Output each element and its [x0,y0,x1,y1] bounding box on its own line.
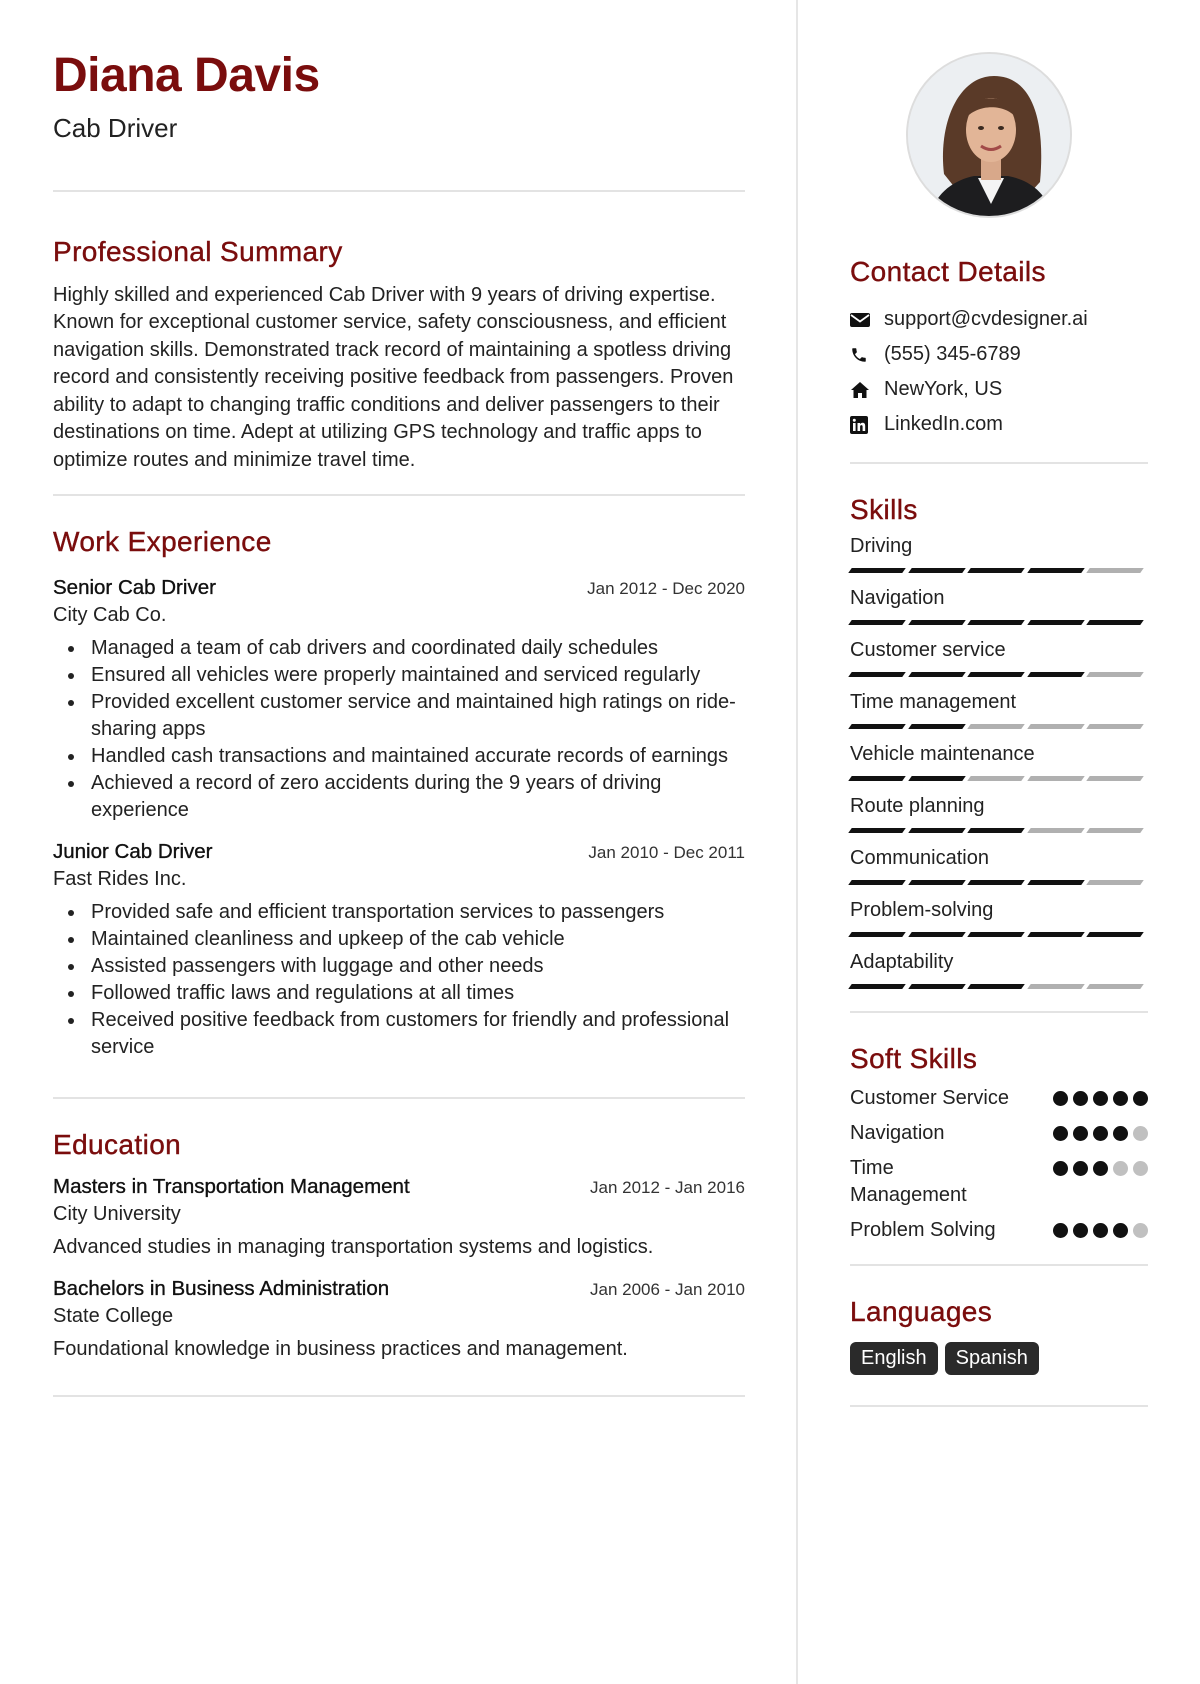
rating-dot [1113,1091,1128,1106]
phone-icon [850,346,884,364]
rating-dot [1133,1091,1148,1106]
candidate-title: Cab Driver [53,112,178,143]
skill-level-segment [1087,984,1144,989]
sidebar [850,52,1148,1407]
skill-level-segment [967,568,1024,573]
skill-name: Problem-solving [850,899,994,921]
contact-location-text: NewYork, US [884,378,1003,400]
job-entry [53,576,745,824]
divider [850,462,1148,464]
rating-dot [1073,1223,1088,1238]
skill-name: Time management [850,691,1016,713]
skill-name: Adaptability [850,951,954,973]
skill-level-bar [850,932,1148,937]
divider [850,1405,1148,1407]
skill-level-segment [908,568,965,573]
job-dates: Jan 2010 - Dec 2011 [588,843,745,863]
contact-phone[interactable] [850,337,1148,372]
school-name: State College [53,1305,174,1328]
soft-skill-name: Problem Solving [850,1219,996,1241]
skill-level-segment [908,984,965,989]
education-description: Advanced studies in managing transportation systems and logistics. [53,1236,654,1259]
skill-item [850,638,1148,677]
main-column [53,50,745,1397]
skill-level-segment [1027,776,1084,781]
languages-section [850,1296,1148,1375]
skill-level-segment [1087,880,1144,885]
list-item: Provided excellent customer service and maintained high ratings on ride-sharing apps [53,689,745,743]
skill-level-segment [1087,776,1144,781]
skill-level-bar [850,672,1148,677]
skills-section [850,494,1148,989]
skill-level-segment [967,880,1024,885]
skill-level-segment [1027,672,1084,677]
divider [850,1011,1148,1013]
skill-level-segment [848,620,905,625]
skill-level-segment [1027,932,1084,937]
skill-level-segment [848,932,905,937]
rating-dot [1133,1223,1148,1238]
soft-skill-item [850,1155,1148,1209]
skill-level-segment [908,880,965,885]
divider [53,1395,745,1397]
list-item: Managed a team of cab drivers and coordinated daily schedules [53,635,745,662]
language-badge: English [850,1342,938,1375]
skill-name: Customer service [850,639,1006,661]
education-entry [53,1175,745,1259]
list-item: Provided safe and efficient transportation services to passengers [53,899,745,926]
contact-linkedin-text: LinkedIn.com [884,413,1003,435]
education-dates: Jan 2012 - Jan 2016 [589,1178,745,1198]
skill-level-segment [1027,984,1084,989]
skill-level-segment [848,776,905,781]
education-heading: Education [53,1129,182,1161]
job-company: Fast Rides Inc. [53,868,187,891]
skill-level-segment [908,932,965,937]
skill-level-bar [850,776,1148,781]
rating-dot [1053,1091,1068,1106]
school-name: City University [53,1203,181,1226]
languages-list [850,1342,1148,1375]
soft-skills-list [850,1085,1148,1244]
education-entry [53,1277,745,1361]
list-item: Ensured all vehicles were properly maintained and serviced regularly [53,662,745,689]
contact-section [850,256,1148,442]
job-bullets [53,635,745,824]
skill-item [850,742,1148,781]
skill-name: Communication [850,847,989,869]
job-title: Senior Cab Driver [53,576,216,600]
skill-item [850,794,1148,833]
soft-skill-name: Customer Service [850,1087,1009,1109]
skill-level-bar [850,880,1148,885]
rating-dot [1073,1091,1088,1106]
skill-item [850,898,1148,937]
home-icon [850,381,884,399]
soft-skill-rating [1053,1223,1148,1238]
skill-level-segment [908,724,965,729]
summary-section [53,236,745,475]
divider [53,1097,745,1099]
rating-dot [1093,1223,1108,1238]
rating-dot [1093,1126,1108,1141]
skill-item [850,950,1148,989]
skill-level-segment [1087,724,1144,729]
skill-level-bar [850,984,1148,989]
list-item: Assisted passengers with luggage and other needs [53,953,745,980]
skill-level-segment [1087,620,1144,625]
rating-dot [1133,1126,1148,1141]
skill-level-segment [1087,932,1144,937]
candidate-name: Diana Davis [53,49,320,102]
skill-name: Navigation [850,587,945,609]
contact-email[interactable] [850,302,1148,337]
skill-level-bar [850,568,1148,573]
envelope-icon [850,312,884,328]
rating-dot [1073,1161,1088,1176]
skill-level-segment [967,620,1024,625]
skill-level-bar [850,724,1148,729]
skill-level-segment [967,984,1024,989]
experience-heading: Work Experience [53,526,272,558]
degree-title: Masters in Transportation Management [53,1175,410,1199]
soft-skill-rating [1053,1161,1148,1176]
skill-level-segment [1087,828,1144,833]
contact-heading: Contact Details [850,256,1046,287]
skill-name: Route planning [850,795,985,817]
summary-heading: Professional Summary [53,235,343,267]
skill-level-segment [848,984,905,989]
portrait-illustration [908,54,1072,218]
skill-level-segment [848,568,905,573]
skill-level-segment [848,828,905,833]
skill-name: Driving [850,535,913,557]
rating-dot [1093,1091,1108,1106]
skill-level-bar [850,620,1148,625]
skill-level-segment [1027,880,1084,885]
rating-dot [1053,1126,1068,1141]
contact-location [850,372,1148,407]
list-item: Followed traffic laws and regulations at all times [53,980,745,1007]
list-item: Received positive feedback from customers for friendly and professional service [53,1007,745,1061]
soft-skill-name: Time Management [850,1157,967,1206]
soft-skill-item [850,1217,1148,1244]
contact-phone-text: (555) 345-6789 [884,343,1021,365]
skill-level-segment [1027,828,1084,833]
skill-level-segment [967,776,1024,781]
job-title: Junior Cab Driver [53,840,213,864]
divider [850,1264,1148,1266]
skill-level-segment [1027,620,1084,625]
skill-item [850,586,1148,625]
divider [53,494,745,496]
skill-level-segment [967,672,1024,677]
skill-level-segment [967,828,1024,833]
soft-skill-rating [1053,1091,1148,1106]
skill-item [850,534,1148,573]
degree-title: Bachelors in Business Administration [53,1277,390,1301]
list-item: Handled cash transactions and maintained accurate records of earnings [53,743,745,770]
column-divider [796,0,798,1684]
skill-level-segment [848,724,905,729]
skill-level-segment [967,932,1024,937]
rating-dot [1093,1161,1108,1176]
summary-text: Highly skilled and experienced Cab Driver with 9 years of driving expertise. Known for exceptional customer service, safety consciousness, and efficient navigation skills. Demonstrated track record of maintaining a spotless driving record and consistently receiving positive feedback from passengers. Proven ability to adapt to changing traffic conditions and deliver passengers to their destinations on time. Adept at utilizing GPS technology and traffic apps to optimize routes and minimize travel time. [53,283,734,471]
soft-skill-rating [1053,1126,1148,1141]
rating-dot [1113,1126,1128,1141]
skill-name: Vehicle maintenance [850,743,1035,765]
skill-level-bar [850,828,1148,833]
skill-level-segment [848,672,905,677]
divider [53,190,745,192]
skill-item [850,690,1148,729]
skills-heading: Skills [850,494,918,525]
language-badge: Spanish [945,1342,1039,1375]
education-description: Foundational knowledge in business practices and management. [53,1338,628,1361]
job-company: City Cab Co. [53,604,167,627]
list-item: Maintained cleanliness and upkeep of the cab vehicle [53,926,745,953]
skill-level-segment [1027,724,1084,729]
rating-dot [1073,1126,1088,1141]
skill-level-segment [967,724,1024,729]
linkedin-icon [850,416,884,434]
education-dates: Jan 2006 - Jan 2010 [589,1280,745,1300]
job-dates: Jan 2012 - Dec 2020 [587,579,745,599]
contact-linkedin[interactable] [850,407,1148,442]
skills-list [850,534,1148,989]
languages-heading: Languages [850,1296,993,1327]
soft-skill-name: Navigation [850,1122,945,1144]
experience-section [53,526,745,1061]
skill-level-segment [908,672,965,677]
rating-dot [1113,1223,1128,1238]
skill-level-segment [1087,568,1144,573]
rating-dot [1053,1161,1068,1176]
avatar [906,52,1072,218]
job-bullets [53,899,745,1061]
skill-level-segment [1027,568,1084,573]
skill-level-segment [908,828,965,833]
soft-skill-item [850,1085,1148,1112]
rating-dot [1113,1161,1128,1176]
skill-item [850,846,1148,885]
soft-skill-item [850,1120,1148,1147]
job-entry [53,840,745,1061]
soft-skills-section [850,1043,1148,1244]
soft-skills-heading: Soft Skills [850,1043,978,1074]
skill-level-segment [908,620,965,625]
rating-dot [1053,1223,1068,1238]
rating-dot [1133,1161,1148,1176]
list-item: Achieved a record of zero accidents during the 9 years of driving experience [53,770,745,824]
skill-level-segment [908,776,965,781]
skill-level-segment [848,880,905,885]
contact-email-text: support@cvdesigner.ai [884,308,1088,330]
education-section [53,1129,745,1361]
skill-level-segment [1087,672,1144,677]
